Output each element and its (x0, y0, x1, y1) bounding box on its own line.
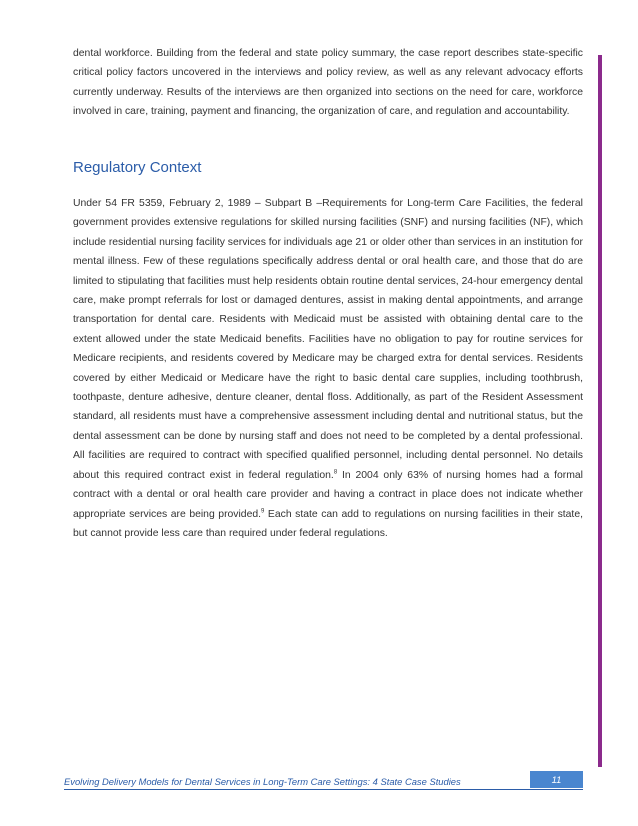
footnote-ref[interactable]: 8 (333, 469, 338, 476)
footnote-ref[interactable]: 9 (261, 508, 265, 515)
intro-paragraph: dental workforce. Building from the federal and state policy summary, the case report describes state-specific critical policy factors uncovered in the interviews and policy review, as well as any relevant advocacy efforts currently underway. Results of the interviews are then organized into sections on the need for care, workforce involved in care, training, payment and financing, the organization of care, and regulation and accountability. (73, 48, 583, 118)
footer-divider (64, 789, 583, 790)
section-heading: Regulatory Context (73, 159, 202, 176)
side-accent-bar (598, 55, 602, 767)
paragraph-text: Under 54 FR 5359, February 2, 1989 – Subpart B –Requirements for Long-term Care Facilities, the federal government provides extensive regulations for skilled nursing facilities (SNF) and nursing facilities (NF), which include residential nursing facility services for individuals age 21 or older other than services in an institution for mental illness. Few of these regulations specifically address dental or oral health care, and those that do are limited to stipulating that facilities must help residents obtain routine dental services, 24-hour emergency dental care, make prompt referrals for lost or damaged dentures, assist in making dental appointments, and arrange transportation for dental care. Residents with Medicaid must be assisted with obtaining dental care to the extent allowed under the state Medicaid benefits. Facilities have no obligation to pay for routine services for Medicare recipients, and residents covered by Medicare may be charged extra for dental services. Residents covered by either Medicaid or Medicare have the right to basic dental care supplies, including toothbrush, toothpaste, denture adhesive, denture cleaner, dental floss. Additionally, as part of the Resident Assessment standard, all residents must have a comprehensive assessment including dental and nutritional status, but the dental assessment can be done by nursing staff and does not need to be completed by a dental professional. All facilities are required to contract with specified qualified personnel, including dental personnel. No details about this required contract exist in federal regulation. (73, 198, 583, 481)
regulatory-paragraph (73, 194, 583, 543)
footer-title: Evolving Delivery Models for Dental Services in Long-Term Care Settings: 4 State Case Studies (64, 776, 461, 787)
paragraph-text: In 2004 only 63% of nursing homes had a formal contract with a dental or oral health care provider and having a contract in place does not indicate whether appropriate services are being provided. (73, 469, 583, 520)
page-number: 11 (530, 771, 583, 788)
paragraph-text: Each state can add to regulations on nursing facilities in their state, but cannot provide less care than required under federal regulations. (73, 508, 583, 539)
